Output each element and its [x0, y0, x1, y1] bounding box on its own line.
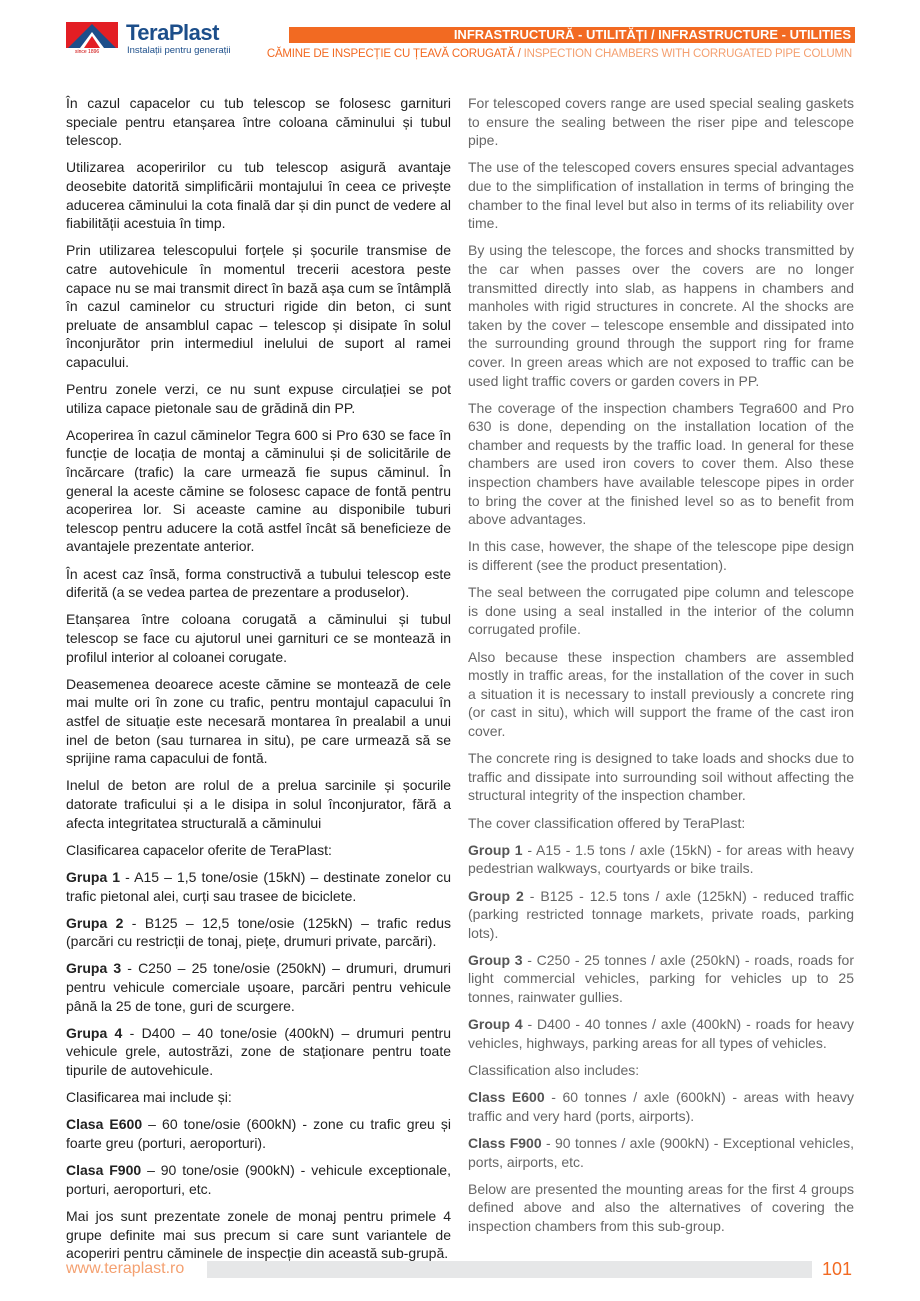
paragraph-lead: Group 1	[468, 841, 523, 858]
paragraph-text: - C250 – 25 tone/osie (250kN) – drumuri, drumuri pentru vehicule comerciale ușoare, parcări pentru vehicule până la 25 de tone, guri de scurgere.	[66, 960, 452, 1014]
paragraph	[66, 776, 451, 832]
paragraph-lead: Class F900	[468, 1135, 542, 1151]
paragraph	[66, 959, 451, 1015]
paragraph	[468, 814, 854, 833]
paragraph	[66, 1088, 451, 1107]
paragraph	[66, 1161, 451, 1198]
paragraph-text: - 60 tonnes / axle (600kN) - areas with heavy traffic and very hard (ports, airports).	[468, 1089, 854, 1124]
paragraph	[66, 565, 451, 602]
paragraph	[468, 749, 854, 805]
paragraph-text: - D400 - 40 tonnes / axle (400kN) - roads for heavy vehicles, highways, parking areas for all types of vehicles.	[468, 1016, 854, 1051]
paragraph	[66, 158, 451, 232]
paragraph	[468, 1088, 854, 1125]
logo-since: since 1896	[75, 49, 100, 55]
paragraph-text: Inelul de beton are rolul de a prelua sarcinile și șocurile datorate traficului și a le disipa in solul înconjurator, fără a afecta integritatea structurală a căminului	[66, 777, 451, 831]
paragraph-text: In this case, however, the shape of the telescope pipe design is different (see the product presentation).	[468, 538, 854, 574]
paragraph-text: Pentru zonele verzi, ce nu sunt expuse circulației se pot utiliza capace pietonale sau de grădină din PP.	[66, 381, 451, 416]
paragraph-text: The seal between the corrugated pipe column and telescope is done using a seal installed in the interior of the column corrugated profile.	[468, 584, 854, 638]
paragraph-text: The use of the telescoped covers ensures special advantages due to the simplification of installation in terms of bringing the chamber to the final level but also in terms of its reliability over time.	[468, 159, 854, 232]
paragraph	[468, 399, 854, 529]
paragraph-text: By using the telescope, the forces and shocks transmitted by the car when passes over the covers are no longer transmitted directly into slab, as happens in chambers and manholes with rigid structures in concrete. Al the shocks are taken by the cover – telescope ensemble and dissipated into the surrounding ground through the support ring for frame cover. In green areas which are not exposed to traffic can be used light traffic covers or garden covers in PP.	[468, 242, 854, 389]
paragraph	[468, 1015, 854, 1052]
paragraph-text: În acest caz însă, forma constructivă a tubului telescop este diferită (a se vedea partea de prezentare a produselor).	[66, 565, 451, 601]
page-number: 101	[822, 1259, 853, 1279]
paragraph	[468, 241, 854, 390]
paragraph	[66, 426, 451, 556]
paragraph	[468, 648, 854, 741]
logo-tagline: Instalații pentru generații	[127, 45, 231, 56]
paragraph-text: – 60 tone/osie (600kN) - zone cu trafic greu și foarte greu (porturi, aeroporturi).	[66, 1116, 451, 1151]
paragraph-lead: Grupa 3	[66, 960, 122, 977]
paragraph-lead: Group 3	[468, 951, 523, 968]
paragraph-lead: Grupa 1	[66, 868, 121, 885]
footer-divider	[207, 1261, 812, 1278]
paragraph-text: The cover classification offered by TeraPlast:	[468, 814, 746, 831]
paragraph-text: The coverage of the inspection chambers Tegra600 and Pro 630 is done, depending on the installation location of the chamber and requests by the traffic load. In general for these chambers are used iron covers to cover them. Also these inspection chambers have available telescope pipes in order to bring the cover at the finished level so as to benefit from above advantages.	[468, 399, 854, 528]
paragraph-lead: Clasa F900	[66, 1162, 142, 1179]
paragraph	[468, 583, 854, 639]
paragraph	[468, 841, 854, 878]
logo-name: TeraPlast	[126, 20, 219, 45]
paragraph-lead: Grupa 4	[66, 1024, 123, 1041]
section-subtitle	[267, 48, 852, 60]
paragraph	[66, 94, 451, 150]
paragraph-text: - B125 – 12,5 tone/osie (125kN) – trafic redus (parcări cu restricții de tonaj, piețe, drumuri private, parcări).	[66, 914, 451, 950]
romanian-column	[66, 94, 451, 1271]
logo-roof-icon	[66, 22, 118, 48]
paragraph-text: În cazul capacelor cu tub telescop se folosesc garnituri speciale pentru etanșarea între coloana căminului și tubul telescop.	[66, 95, 451, 149]
paragraph	[66, 675, 451, 768]
paragraph-text: - C250 - 25 tonnes / axle (250kN) - roads, roads for light commercial vehicles, parking for vehicles up to 25 tonnes, rainwater gullies.	[468, 951, 854, 1006]
paragraph	[66, 1115, 451, 1152]
paragraph-text: Below are presented the mounting areas for the first 4 groups defined above and also the alternatives of covering the inspection chambers from this sub-group.	[468, 1180, 854, 1234]
paragraph-text: Deasemenea deoarece aceste cămine se montează de cele mai multe ori în zone cu trafic, pentru montajul capacului în astfel de situație este necesară montarea în prealabil a unui inel de beton (sau turnarea in situ), pe care urmează să se sprijine rama capacului de fontă.	[66, 675, 451, 767]
paragraph	[468, 537, 854, 574]
paragraph-lead: Group 2	[468, 887, 524, 904]
english-column	[468, 94, 854, 1244]
paragraph	[468, 94, 854, 150]
paragraph	[66, 914, 451, 951]
paragraph	[66, 1207, 451, 1263]
paragraph-text: Etanșarea între coloana corugată a căminului și tubul telescop se face cu ajutorul unei garnituri ce se montează in profilul interior al coloanei corugate.	[66, 611, 451, 665]
paragraph	[468, 887, 854, 943]
teraplast-logo	[66, 22, 236, 58]
paragraph	[468, 1180, 854, 1236]
paragraph	[66, 241, 451, 371]
paragraph-text: Acoperirea în cazul căminelor Tegra 600 si Pro 630 se face în funcție de locația de montaj a căminului și de solicitările de încărcare (trafic) la care urmează fie supus căminul. În general la aceste cămine se folosesc capace de fontă pentru acoperirea lor. Si aceaste camine au disponibile tuburi telescop pentru aducere la cotă astfel încât să beneficieze de avantajele prezentate anterior.	[66, 426, 451, 555]
paragraph-lead: Grupa 2	[66, 914, 124, 931]
paragraph	[468, 1134, 854, 1171]
paragraph-text: Clasificarea mai include și:	[66, 1089, 232, 1106]
paragraph-text: Mai jos sunt prezentate zonele de monaj pentru primele 4 grupe definite mai sus precum si care sunt variantele de acoperiri pentru căminele de inspecție din această sub-grupă.	[66, 1207, 451, 1262]
paragraph	[66, 380, 451, 417]
paragraph	[66, 868, 451, 905]
paragraph-text: - B125 - 12.5 tons / axle (125kN) - reduced traffic (parking restricted tonnage markets, private roads, parking lots).	[468, 887, 854, 941]
paragraph-text: – 90 tone/osie (900kN) - vehicule exceptionale, porturi, aeroporturi, etc.	[66, 1162, 451, 1197]
paragraph	[66, 610, 451, 666]
paragraph	[468, 951, 854, 1007]
paragraph-text: Utilizarea acoperirilor cu tub telescop asigură avantaje deosebite datorită simplificării montajului în ceea ce privește aducerea căminului la cota finală dar și din punct de vedere al fiabilității acestuia în timp.	[66, 159, 451, 232]
paragraph-lead: Class E600	[468, 1089, 545, 1106]
paragraph-text: Clasificarea capacelor oferite de TeraPlast:	[66, 841, 332, 858]
paragraph-lead: Group 4	[468, 1016, 523, 1033]
paragraph	[66, 841, 451, 860]
website-link[interactable]: www.teraplast.ro	[66, 1260, 185, 1277]
paragraph	[468, 158, 854, 232]
category-bar: INFRASTRUCTURĂ - UTILITĂȚI / INFRASTRUCTURE - UTILITIES	[289, 27, 855, 43]
paragraph	[468, 1061, 854, 1080]
paragraph-text: Also because these inspection chambers are assembled mostly in traffic areas, for the installation of the cover in such a situation it is necessary to install previously a concrete ring (or cast in situ), which will support the frame of the cast iron cover.	[468, 648, 854, 739]
paragraph-lead: Clasa E600	[66, 1116, 143, 1133]
subtitle-ro: CĂMINE DE INSPECȚIE CU ȚEAVĂ CORUGATĂ /	[266, 48, 521, 60]
paragraph-text: Prin utilizarea telescopului forțele și șocurile transmise de catre autovehicule în momentul trecerii acestora peste capace nu se mai transmit direct în bază așa cum se întâmplă în cazul caminelor cu structuri rigide din beton, ci sunt preluate de ansamblul capac – telescop și disipate în solul înconjurător prin intermediul inelului de suport al ramei capacului.	[66, 242, 451, 370]
paragraph-text: - A15 - 1.5 tons / axle (15kN) - for areas with heavy pedestrian walkways, courtyards or bike trails.	[468, 841, 855, 877]
paragraph-text: - 90 tonnes / axle (900kN) - Exceptional vehicles, ports, airports, etc.	[468, 1135, 854, 1170]
paragraph-text: - A15 – 1,5 tone/osie (15kN) – destinate zonelor cu trafic pietonal alei, curți sau trasee de biciclete.	[66, 868, 451, 904]
subtitle-en: INSPECTION CHAMBERS WITH CORRUGATED PIPE COLUMN	[520, 48, 852, 60]
paragraph-text: For telescoped covers range are used special sealing gaskets to ensure the sealing between the riser pipe and telescope pipe.	[468, 95, 854, 149]
paragraph-text: - D400 – 40 tone/osie (400kN) – drumuri pentru vehicule grele, autostrăzi, zone de staționare pentru toate tipurile de autovehicule.	[66, 1024, 452, 1079]
paragraph	[66, 1024, 451, 1080]
paragraph-text: The concrete ring is designed to take loads and shocks due to traffic and dissipate into surrounding soil without affecting the structural integrity of the inspection chamber.	[468, 750, 854, 804]
paragraph-text: Classification also includes:	[468, 1062, 640, 1079]
